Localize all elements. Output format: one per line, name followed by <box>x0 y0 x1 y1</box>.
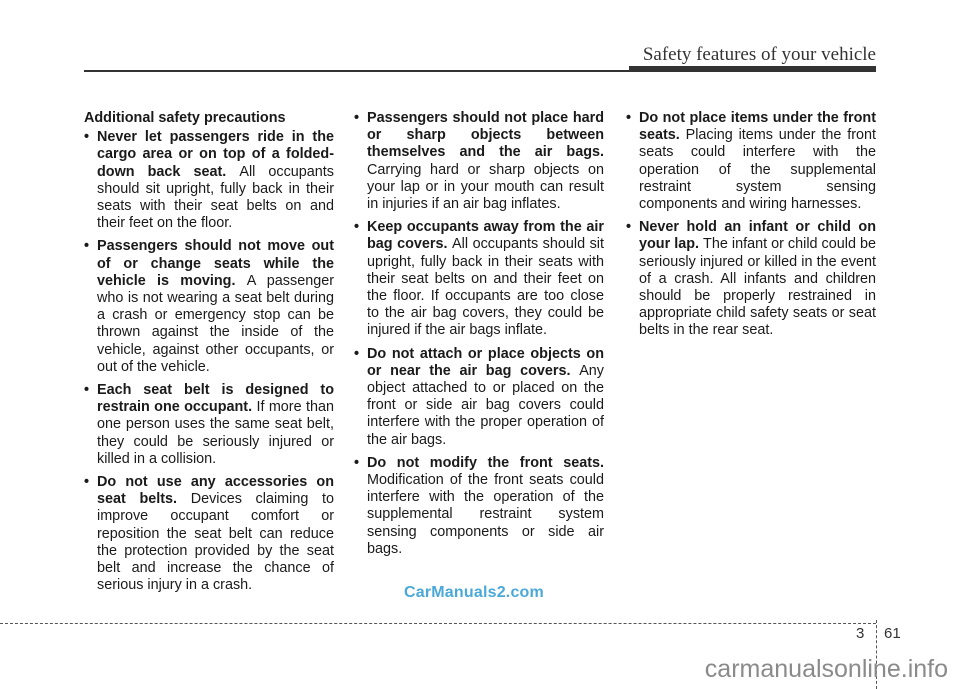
item-lead: Each seat belt is designed to restrain one occupant. <box>97 382 334 416</box>
list-item <box>84 238 334 376</box>
list-item <box>84 474 334 594</box>
item-text: Any object attached to or placed on the front or side air bag covers could interfere with the proper operation of the air bags. <box>367 362 604 448</box>
item-text: A passenger who is not wearing a seat belt during a crash or emergency stop can be thrown against the inside of the vehicle, against other occupants, or out of the vehicle. <box>97 272 334 375</box>
bullet: • <box>626 110 632 126</box>
bullet: • <box>354 345 360 362</box>
list-item <box>626 219 876 339</box>
carmanuals-watermark-link[interactable]: CarManuals2.com <box>404 584 544 601</box>
list-item <box>354 346 604 449</box>
list-item <box>354 110 604 213</box>
list-item <box>84 129 334 232</box>
section-heading: Additional safety precautions <box>84 110 286 126</box>
item-text: All occupants should sit upright, fully back in their seats with their seat belts on and their feet on the floor. <box>97 163 334 232</box>
list-item <box>354 455 604 558</box>
item-lead: Passengers should not place hard or sharp objects between themselves and the air bags. <box>367 110 604 161</box>
list-item <box>626 110 876 213</box>
bullet: • <box>84 474 90 491</box>
item-lead: Never hold an infant or child on your lap. <box>639 219 876 253</box>
bullet: • <box>84 238 90 255</box>
item-text: Placing items under the front seats could interfere with the operation of the supplemental restraint system sensing components and wiring harnesses. <box>639 127 876 213</box>
item-lead: Do not place items under the front seats. <box>639 110 876 144</box>
column-1 <box>84 110 334 600</box>
bullet: • <box>354 110 360 126</box>
item-lead: Never let passengers ride in the cargo area or on top of a folded-down back seat. <box>97 129 334 180</box>
header-title: Safety features of your vehicle <box>642 44 876 65</box>
header-bar <box>629 66 876 72</box>
page-number: 61 <box>884 625 901 642</box>
header-rule <box>84 70 629 72</box>
list-item <box>354 219 604 339</box>
column-2 <box>354 110 604 564</box>
source-watermark: carmanualsonline.info <box>704 655 948 683</box>
page-section-number: 3 <box>856 625 865 642</box>
item-text: All occupants should sit upright, fully back in their seats with their seat belts on and their feet on the floor. If occupants are too close to the air bag covers, they could be injured if the air bags inflate. <box>367 236 605 339</box>
bullet: • <box>354 454 360 471</box>
bullet: • <box>354 219 360 236</box>
item-lead: Passengers should not move out of or change seats while the vehicle is moving. <box>97 238 334 289</box>
item-text: Modification of the front seats could interfere with the operation of the supplemental restraint system sensing components or side air bags. <box>367 472 604 557</box>
item-text: If more than one person uses the same seat belt, they could be seriously injured or killed in a collision. <box>97 399 334 467</box>
item-text: The infant or child could be seriously injured or killed in the event of a crash. All infants and children should be properly restrained in appropriate child safety seats or seat belts in the rear seat. <box>639 236 876 339</box>
item-text: Carrying hard or sharp objects on your lap or in your mouth can result in injuries if an air bag inflates. <box>367 161 604 213</box>
bullet: • <box>84 382 90 399</box>
footer-rule <box>0 623 876 624</box>
item-lead: Keep occupants away from the air bag covers. <box>367 219 604 253</box>
list-item <box>84 382 334 468</box>
item-text: Devices claiming to improve occupant comfort or reposition the seat belt can reduce the protection provided by the seat belt and increase the chance of serious injury in a crash. <box>97 491 335 594</box>
item-lead: Do not use any accessories on seat belts. <box>97 474 334 508</box>
item-lead: Do not attach or place objects on or near the air bag covers. <box>367 345 604 379</box>
column-3 <box>626 110 876 346</box>
bullet: • <box>626 219 632 236</box>
bullet: • <box>84 129 90 146</box>
item-lead: Do not modify the front seats. <box>367 454 604 471</box>
